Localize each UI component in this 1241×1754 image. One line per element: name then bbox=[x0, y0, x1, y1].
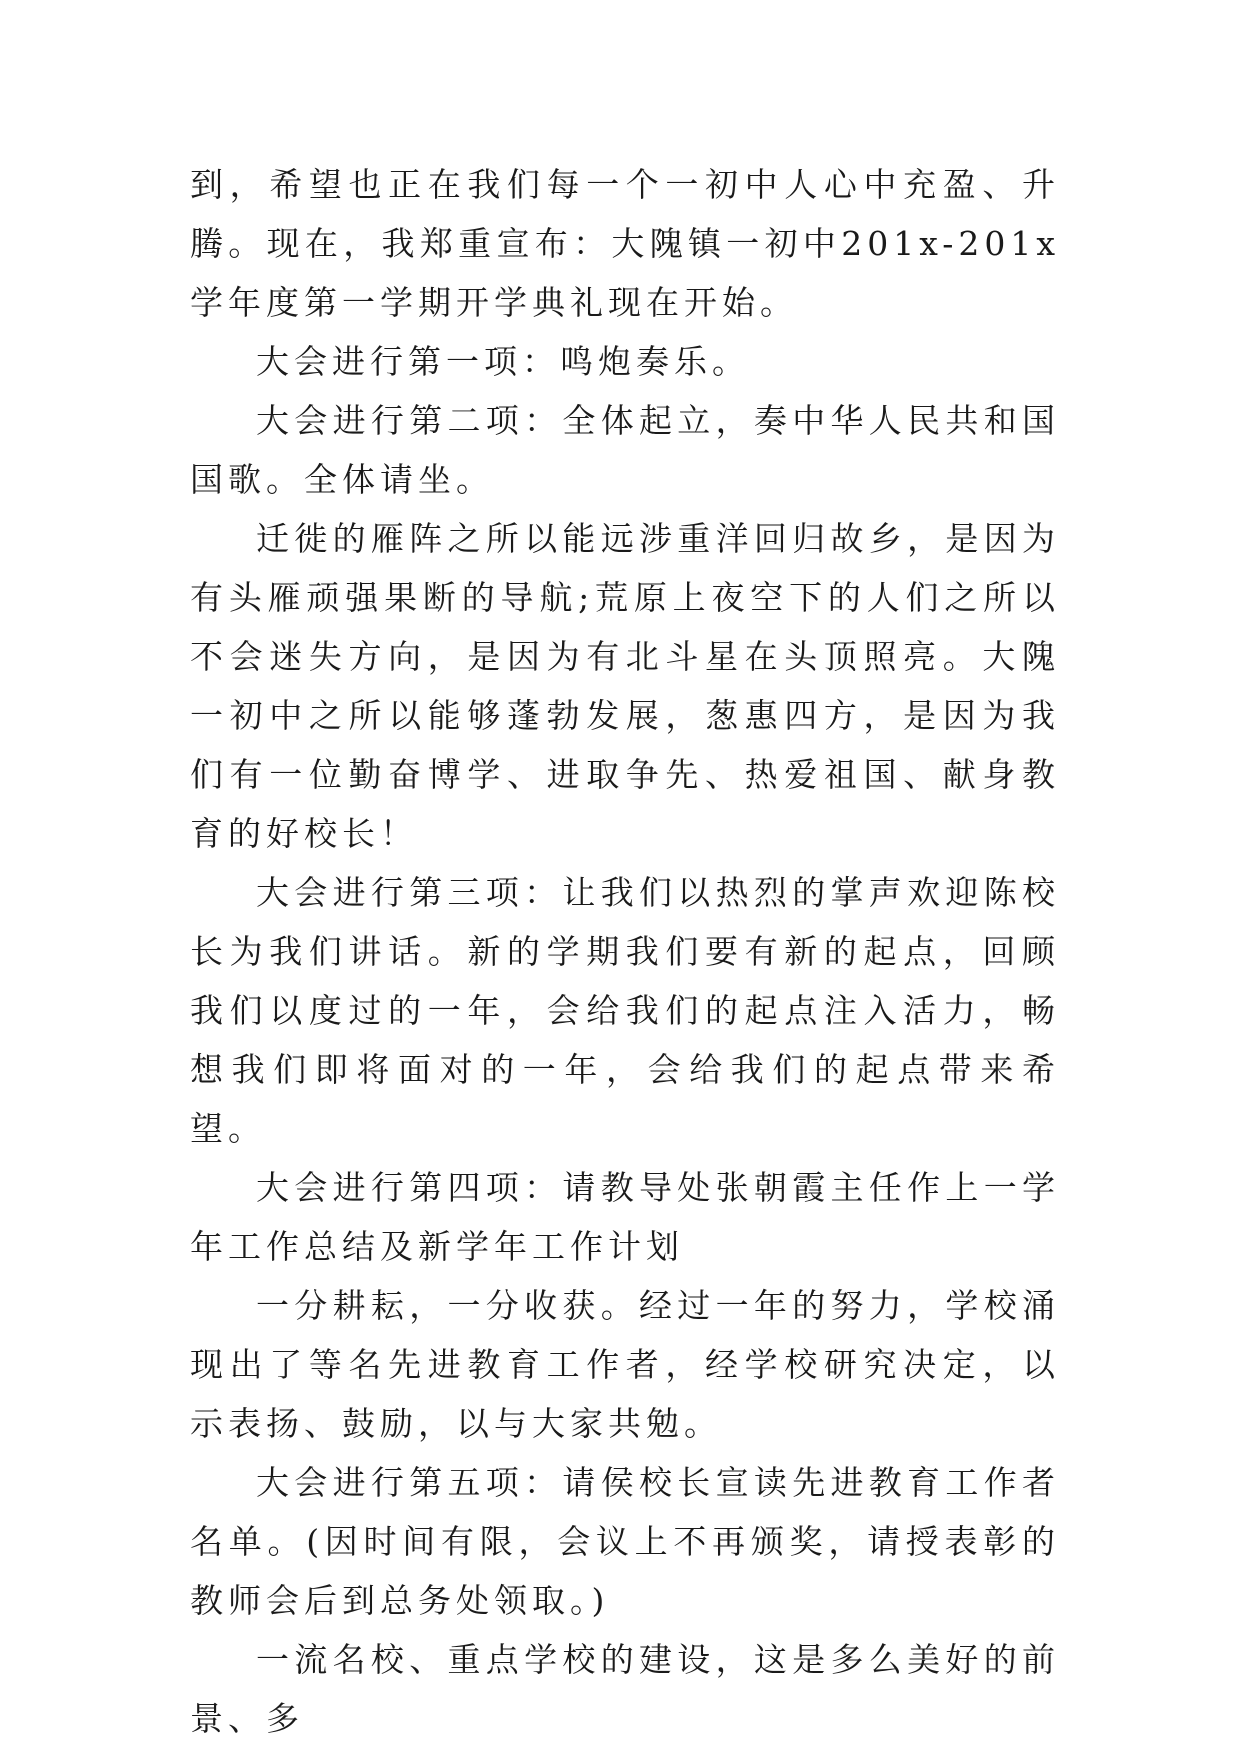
paragraph-item-two: 大会进行第二项：全体起立，奏中华人民共和国国歌。全体请坐。 bbox=[190, 401, 1060, 499]
document-body bbox=[190, 155, 1060, 1748]
paragraph-item-four: 大会进行第四项：请教导处张朝霞主任作上一学年工作总结及新学年工作计划 bbox=[190, 1168, 1060, 1266]
paragraph-closing-fragment: 一流名校、重点学校的建设，这是多么美好的前景、多 bbox=[190, 1640, 1060, 1738]
paragraph-opening-continuation: 到，希望也正在我们每一个一初中人心中充盈、升腾。现在，我郑重宣布：大隗镇一初中201x-201x学年度第一学期开学典礼现在开始。 bbox=[190, 165, 1060, 322]
paragraph-item-three: 大会进行第三项：让我们以热烈的掌声欢迎陈校长为我们讲话。新的学期我们要有新的起点，回顾我们以度过的一年，会给我们的起点注入活力，畅想我们即将面对的一年，会给我们的起点带来希望。 bbox=[190, 873, 1060, 1148]
paragraph-recognition: 一分耕耘，一分收获。经过一年的努力，学校涌现出了等名先进教育工作者，经学校研究决定，以示表扬、鼓励，以与大家共勉。 bbox=[190, 1286, 1060, 1443]
paragraph-item-one: 大会进行第一项：鸣炮奏乐。 bbox=[256, 342, 750, 381]
paragraph-item-five: 大会进行第五项：请侯校长宣读先进教育工作者名单。(因时间有限，会议上不再颁奖，请授表彰的教师会后到总务处领取。) bbox=[190, 1463, 1060, 1620]
paragraph-principal-tribute: 迁徙的雁阵之所以能远涉重洋回归故乡，是因为有头雁顽强果断的导航;荒原上夜空下的人们之所以不会迷失方向，是因为有北斗星在头顶照亮。大隗一初中之所以能够蓬勃发展，葱惠四方，是因为我们有一位勤奋博学、进取争先、热爱祖国、献身教育的好校长！ bbox=[190, 519, 1060, 853]
